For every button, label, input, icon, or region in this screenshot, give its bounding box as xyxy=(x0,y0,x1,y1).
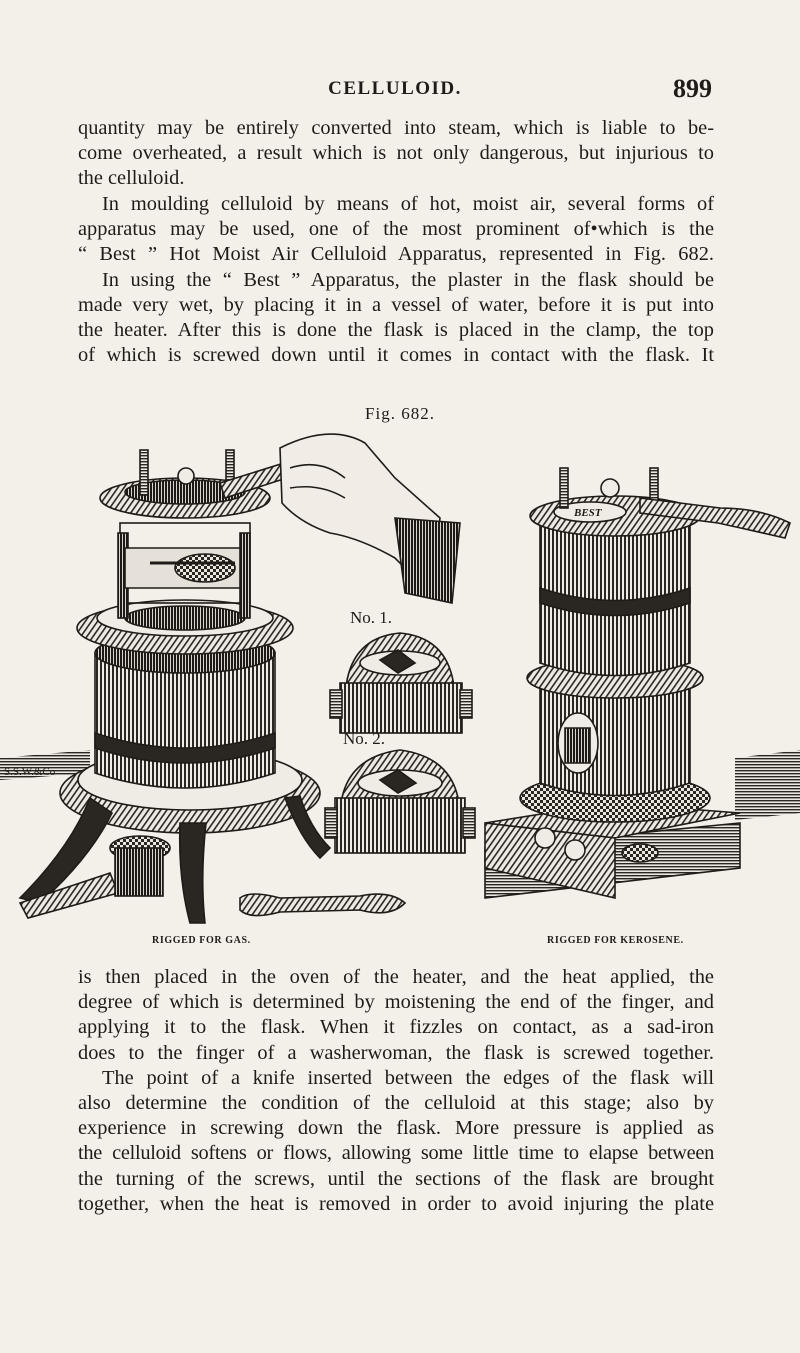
paragraph-procedure xyxy=(78,965,714,1217)
page-number: 899 xyxy=(673,74,712,103)
text-line: degree of which is determined by moistening the end of the finger, and xyxy=(78,991,714,1014)
text-line: is then placed in the oven of the heater, and the heat applied, the xyxy=(78,966,714,988)
figure-682-illustration xyxy=(0,428,800,948)
flask-no-2 xyxy=(325,750,475,853)
figure-caption: Fig. 682. xyxy=(365,404,435,423)
text-line: In moulding celluloid by means of hot, moist air, several forms of xyxy=(102,193,714,215)
text-line: apparatus may be used, one of the most prominent of•which is the xyxy=(78,218,714,241)
label-no-2: No. 2. xyxy=(343,729,386,748)
label-no-1: No. 1. xyxy=(350,608,393,627)
gas-heater-stamp: S.S.W.&Co xyxy=(4,766,56,778)
text-line: quantity may be entirely converted into steam, which is liable to be- xyxy=(78,117,714,139)
page-header xyxy=(78,74,712,108)
text-line: experience in screwing down the flask. More pressure is applied as xyxy=(78,1117,714,1140)
lid-inscription: BEST xyxy=(574,507,602,519)
text-line: of which is screwed down until it comes in contact with the flask. It xyxy=(78,344,714,367)
text-line: the celluloid softens or flows, allowing some little time to elapse between xyxy=(78,1142,714,1165)
text-line: come overheated, a result which is not only dangerous, but injurious to xyxy=(78,142,714,165)
text-line: made very wet, by placing it in a vessel of water, before it is put into xyxy=(78,293,714,316)
paragraph-apparatus xyxy=(78,192,714,368)
caption-rigged-for-kerosene: RIGGED FOR KEROSENE. xyxy=(547,935,684,946)
paragraph-intro xyxy=(78,116,714,192)
text-line: the heater. After this is done the flask is placed in the clamp, the top xyxy=(78,319,714,342)
text-line: does to the finger of a washerwoman, the flask is screwed together. xyxy=(78,1041,714,1064)
flask-no-1 xyxy=(330,633,472,733)
text-line: “ Best ” Hot Moist Air Celluloid Apparatus, represented in Fig. 682. xyxy=(78,243,714,266)
running-title: CELLULOID. xyxy=(328,78,462,99)
kerosene-heater-illustration xyxy=(485,468,800,898)
text-line: together, when the heat is removed in order to avoid injuring the plate xyxy=(78,1192,714,1215)
text-line: applying it to the flask. When it fizzles on contact, as a sad-iron xyxy=(78,1016,714,1039)
wrench xyxy=(240,894,405,916)
text-line: In using the “ Best ” Apparatus, the plaster in the flask should be xyxy=(102,268,714,291)
caption-rigged-for-gas: RIGGED FOR GAS. xyxy=(152,935,251,946)
text-line: also determine the condition of the celluloid at this stage; also by xyxy=(78,1092,714,1115)
text-line: the celluloid. xyxy=(78,167,185,190)
text-line: The point of a knife inserted between the edges of the flask will xyxy=(102,1066,714,1089)
text-line: the turning of the screws, until the sections of the flask are brought xyxy=(78,1167,714,1190)
